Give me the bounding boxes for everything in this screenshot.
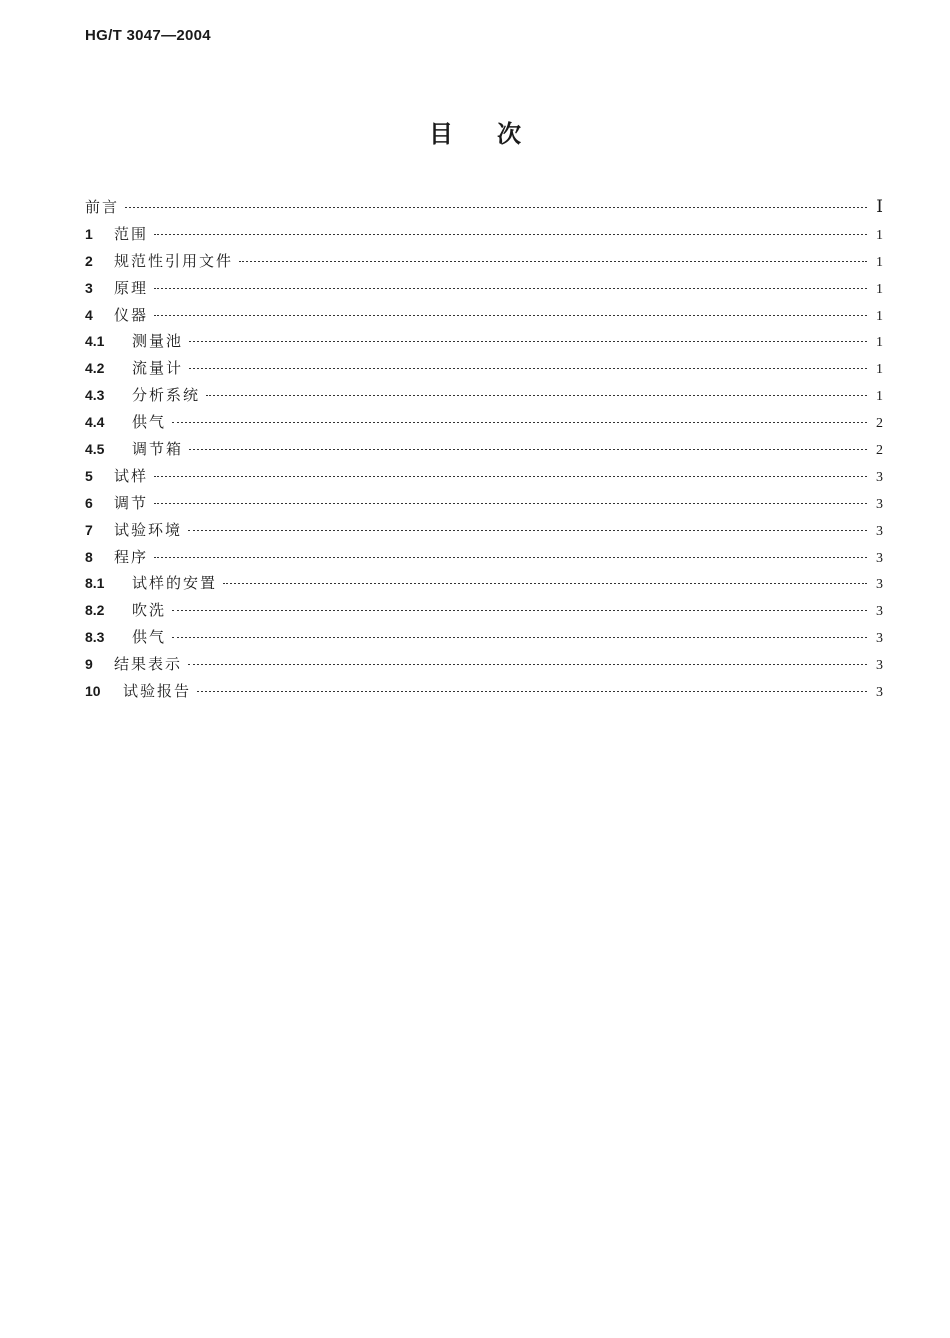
toc-entry-title: 调节 (114, 493, 149, 512)
toc-entry-page: 1 (876, 254, 883, 270)
toc-entry-title: 供气 (132, 628, 167, 647)
toc-entry[interactable] (85, 275, 883, 302)
toc-entry-page: 3 (876, 577, 883, 593)
toc-entry-number: 8 (85, 548, 93, 565)
toc-leader-dots (172, 637, 867, 638)
toc-entry-title: 测量池 (132, 332, 184, 351)
toc-entry-title: 仪器 (114, 305, 149, 324)
toc-leader-dots (239, 261, 867, 262)
standard-code: HG/T 3047—2004 (85, 27, 211, 44)
toc-entry-title: 试验报告 (123, 682, 192, 701)
toc-leader-dots (125, 207, 867, 208)
toc-leader-dots (206, 395, 867, 396)
toc-entry-number: 6 (85, 494, 93, 511)
toc-entry[interactable] (85, 382, 883, 409)
toc-entry-number: 1 (85, 225, 93, 242)
toc-entry[interactable] (85, 490, 883, 517)
toc-leader-dots (189, 368, 867, 369)
toc-entry[interactable] (85, 597, 883, 624)
page-title: 目次 (429, 120, 565, 148)
toc-entry-page: 3 (876, 604, 883, 620)
toc-entry-number: 7 (85, 521, 93, 538)
toc-entry-title: 试验环境 (114, 520, 183, 539)
toc-entry-title: 试样 (114, 466, 149, 485)
toc-entry[interactable] (85, 436, 883, 463)
toc-entry-title: 调节箱 (132, 440, 184, 459)
toc-entry-number: 8.3 (85, 629, 105, 646)
toc-entry-title: 范围 (114, 224, 149, 243)
toc-entry-page: 3 (876, 469, 883, 485)
toc-entry[interactable] (85, 651, 883, 678)
toc-entry-page: 2 (876, 416, 883, 432)
toc-entry-page: 3 (876, 550, 883, 566)
toc-entry[interactable] (85, 463, 883, 490)
toc-entry-title: 分析系统 (132, 386, 201, 405)
toc-entry-page: 1 (876, 335, 883, 351)
toc-entry-title: 原理 (114, 278, 149, 297)
toc-leader-dots (154, 476, 867, 477)
toc-entry-number: 4 (85, 306, 93, 323)
toc-leader-dots (154, 315, 867, 316)
toc-entry-number: 4.2 (85, 360, 105, 377)
toc-leader-dots (223, 583, 867, 584)
toc-entry[interactable] (85, 678, 883, 705)
toc-entry-number: 4.1 (85, 333, 105, 350)
toc-entry-page: 3 (876, 496, 883, 512)
toc-entry-page: 1 (876, 281, 883, 297)
toc-entry[interactable] (85, 248, 883, 275)
toc-entry-page: 1 (876, 362, 883, 378)
toc-leader-dots (154, 234, 867, 235)
toc-entry-page: 1 (876, 389, 883, 405)
toc-entry-number: 3 (85, 279, 93, 296)
toc-entry-page: 3 (876, 685, 883, 701)
toc-entry-number: 10 (85, 683, 101, 700)
toc-entry[interactable] (85, 624, 883, 651)
toc-entry-page: 1 (876, 308, 883, 324)
toc-leader-dots (154, 288, 867, 289)
toc-leader-dots (197, 691, 867, 692)
toc-entry-page: 2 (876, 443, 883, 459)
toc-entry[interactable] (85, 544, 883, 571)
toc-leader-dots (154, 557, 867, 558)
toc-entry[interactable] (85, 194, 883, 221)
toc-entry-page: 3 (876, 631, 883, 647)
toc-entry-title: 结果表示 (114, 655, 183, 674)
toc-entry[interactable] (85, 409, 883, 436)
toc-entry-title: 流量计 (132, 359, 184, 378)
toc-entry-number: 4.4 (85, 414, 105, 431)
toc-leader-dots (188, 664, 867, 665)
toc-leader-dots (189, 449, 867, 450)
toc-entry-number: 2 (85, 252, 93, 269)
toc-leader-dots (154, 503, 867, 504)
toc-entry[interactable] (85, 302, 883, 329)
toc-entry-page: 1 (876, 227, 883, 243)
toc-entry-number: 4.3 (85, 387, 105, 404)
toc-entry-page: Ⅰ (876, 197, 883, 216)
toc-entry-title: 试样的安置 (132, 574, 218, 593)
toc-leader-dots (188, 530, 867, 531)
toc-entry[interactable] (85, 355, 883, 382)
table-of-contents (85, 194, 883, 705)
toc-entry-number: 8.2 (85, 602, 105, 619)
toc-leader-dots (172, 610, 867, 611)
toc-entry-number: 8.1 (85, 575, 105, 592)
toc-entry[interactable] (85, 221, 883, 248)
toc-entry-title: 供气 (132, 413, 167, 432)
toc-leader-dots (172, 422, 867, 423)
toc-entry-number: 5 (85, 467, 93, 484)
toc-entry[interactable] (85, 328, 883, 355)
toc-entry[interactable] (85, 570, 883, 597)
toc-entry-number: 9 (85, 656, 93, 673)
toc-entry-title: 程序 (114, 547, 149, 566)
toc-entry-page: 3 (876, 523, 883, 539)
toc-entry[interactable] (85, 517, 883, 544)
toc-entry-title: 吹洗 (132, 601, 167, 620)
toc-entry-page: 3 (876, 658, 883, 674)
toc-leader-dots (189, 341, 867, 342)
toc-entry-number: 4.5 (85, 441, 105, 458)
toc-entry-title: 规范性引用文件 (114, 251, 234, 270)
toc-entry-title: 前言 (85, 198, 120, 216)
